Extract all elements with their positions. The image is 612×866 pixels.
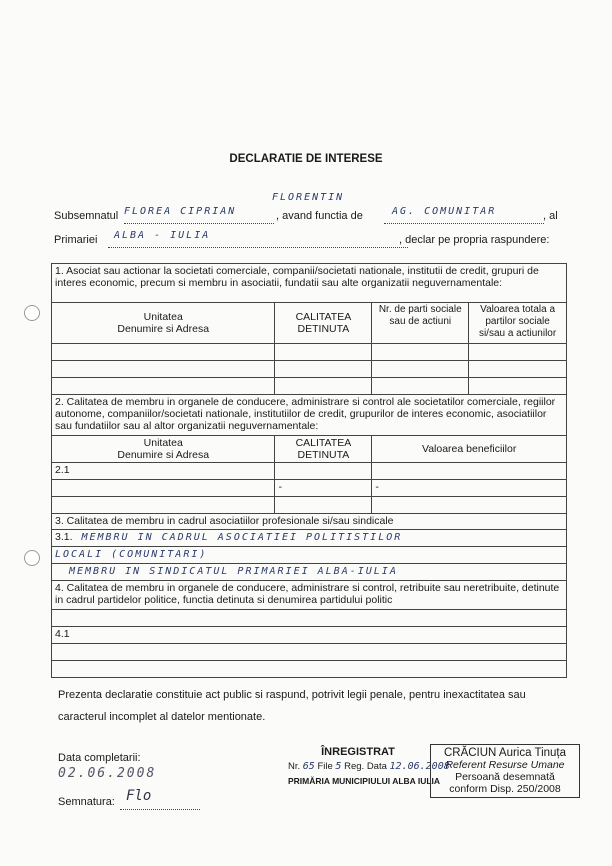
s2-dash-2: - <box>372 480 567 497</box>
signature-field[interactable] <box>120 788 200 810</box>
section-1-title: 1. Asociat sau actionar la societati comerciale, companii/societati nationale, institutii de credit, grupuri de interes economic, precum si membru in asociatii, fundatii sau alte organizatii neguvernamentale: <box>52 264 567 303</box>
intro-line-2 <box>54 230 566 250</box>
al-label: , al <box>543 210 558 222</box>
register-org: PRIMĂRIA MUNICIPIULUI ALBA IULIA <box>288 776 441 786</box>
s2-header-calitatea-text: CALITATEA DETINUTA <box>295 437 352 461</box>
functia-field[interactable] <box>384 206 544 224</box>
avand-label: , avand functia de <box>276 210 363 222</box>
primariei-label: Primariei <box>54 234 98 246</box>
table-row[interactable] <box>52 547 567 564</box>
functia-value: AG. COMUNITAR <box>392 206 497 217</box>
s2-header-unitatea-text: Unitatea Denumire si Adresa <box>117 437 210 461</box>
table-row[interactable] <box>52 661 567 678</box>
hr-stamp-role: Referent Resurse Umane <box>445 759 565 771</box>
section-4-title: 4. Calitatea de membru in organele de conducere, administrare si control, retribuite sau neretribuite, detinute in cadrul partidelor politice, functia detinuta si denumirea partidului politic <box>52 581 567 610</box>
signature-value: Flo <box>126 788 152 804</box>
section-3-title-row <box>52 514 567 530</box>
table-row[interactable] <box>52 610 567 627</box>
s3-line-3: MEMBRU IN SINDICATUL PRIMARIEI ALBA-IULIA <box>69 566 398 577</box>
signature-label: Semnatura: <box>58 796 115 808</box>
hr-stamp-line4: conform Disp. 250/2008 <box>449 783 561 795</box>
legal-statement: Prezenta declaratie constituie act public si raspund, potrivit legii penale, pentru inexactitatea sau caracterul incomplet al datelor mentionate. <box>58 689 526 723</box>
section-2-title: 2. Calitatea de membru in organele de conducere, administrare si control ale societatilor comerciale, regiilor autonome, companiilor/societati nationale, institutiilor de credit, grupurilor de interes economic, asociatiilor sau fundatiilor sau al altor organizatii neguvernamentale: <box>52 395 567 436</box>
hr-stamp-name: CRĂCIUN Aurica Tinuța <box>443 747 567 759</box>
s1-header-valoarea: Valoarea totala a partilor sociale si/sau a actiunilor <box>469 303 567 344</box>
register-title: ÎNREGISTRAT <box>321 746 395 758</box>
s1-header-calitatea-text: CALITATEA DETINUTA <box>295 311 352 335</box>
register-reg-label: Reg. <box>344 761 365 772</box>
punch-hole <box>24 550 40 566</box>
declaration-table <box>51 263 567 678</box>
s3-line-1: MEMBRU IN CADRUL ASOCIATIEI POLITISTILOR <box>81 532 403 543</box>
intro-line-1 <box>54 206 566 226</box>
section-1-title-row <box>52 264 567 303</box>
register-stamp <box>288 746 450 786</box>
s2-dash-1: - <box>275 480 372 497</box>
date-value: 02.06.2008 <box>58 766 157 781</box>
name-value: FLOREA CIPRIAN <box>124 206 237 217</box>
section-1-header-row <box>52 303 567 344</box>
s2-header-calitatea <box>275 436 372 463</box>
s3-row-label: 3.1. <box>55 531 73 543</box>
s1-header-unitatea <box>52 303 275 344</box>
s1-header-unitatea-text: Unitatea Denumire si Adresa <box>117 311 210 335</box>
date-label: Data completarii: <box>58 752 141 764</box>
table-row[interactable] <box>52 644 567 661</box>
register-file-label: File <box>317 761 333 772</box>
table-row[interactable] <box>52 564 567 581</box>
s1-header-calitatea <box>275 303 372 344</box>
s2-header-unitatea <box>52 436 275 463</box>
section-2-header-row <box>52 436 567 463</box>
table-row[interactable] <box>52 530 567 547</box>
s4-row-label: 4.1 <box>52 627 567 644</box>
section-4-title-row <box>52 581 567 610</box>
table-row[interactable] <box>52 361 567 378</box>
register-data-label: Data <box>366 761 387 772</box>
register-nr-label: Nr. <box>288 761 301 772</box>
section-3-title: 3. Calitatea de membru in cadrul asociatiilor profesionale si/sau sindicale <box>52 514 567 530</box>
register-data: 12.06.2008 <box>389 761 450 772</box>
declar-label: , declar pe propria raspundere: <box>399 234 550 246</box>
primaria-field[interactable] <box>108 230 408 248</box>
hr-stamp <box>430 744 580 798</box>
s2-header-valoarea: Valoarea beneficiilor <box>372 436 567 463</box>
s2-row-label: 2.1 <box>52 463 275 480</box>
table-row[interactable] <box>52 378 567 395</box>
name-field[interactable] <box>124 206 274 224</box>
s3-line-2: LOCALI (COMUNITARI) <box>55 549 208 560</box>
table-row[interactable] <box>52 480 567 497</box>
table-row[interactable] <box>52 497 567 514</box>
s1-header-nr-parti: Nr. de parti sociale sau de actiuni <box>372 303 469 344</box>
primaria-value: ALBA - IULIA <box>114 230 211 241</box>
hr-stamp-line3: Persoană desemnată <box>455 771 555 783</box>
register-fields <box>288 761 450 772</box>
section-2-title-row <box>52 395 567 436</box>
table-row[interactable] <box>52 463 567 480</box>
table-row[interactable] <box>52 627 567 644</box>
name-addition: FLORENTIN <box>272 192 345 203</box>
table-row[interactable] <box>52 344 567 361</box>
register-nr: 65 <box>302 761 315 772</box>
punch-hole <box>24 305 40 321</box>
subsemnatul-label: Subsemnatul <box>54 210 119 222</box>
register-file: 5 <box>335 761 342 772</box>
page-title: DECLARATIE DE INTERESE <box>229 153 383 165</box>
